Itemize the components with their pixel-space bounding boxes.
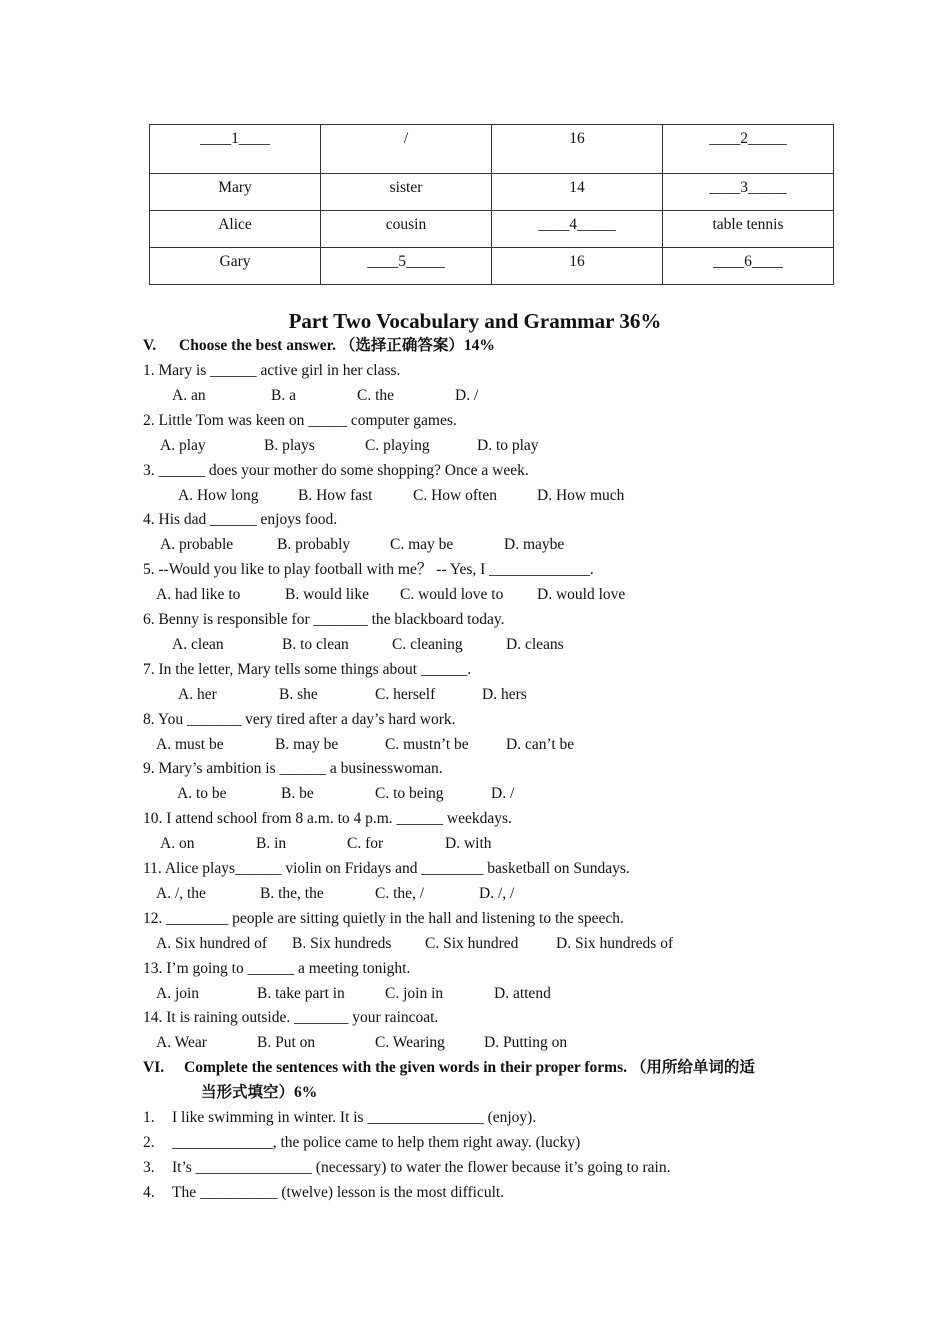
table-row — [150, 125, 834, 174]
answer-option: B. to clean — [282, 635, 349, 653]
part-title: Part Two Vocabulary and Grammar 36% — [288, 309, 662, 333]
answer-option: C. would love to — [400, 586, 504, 604]
answer-option: A. clean — [172, 635, 224, 653]
answer-option: B. she — [279, 685, 318, 703]
answer-option: D. to play — [477, 436, 539, 454]
question-text: 11. Alice plays______ violin on Fridays and ________ basketball on Sundays. — [143, 860, 630, 877]
answer-option: C. herself — [375, 685, 436, 703]
answer-option: B. Six hundreds — [292, 934, 392, 952]
section-number: VI. — [143, 1059, 165, 1076]
answer-option: A. an — [172, 386, 206, 404]
answer-option: D. cleans — [506, 635, 564, 653]
answer-option: D. How much — [537, 486, 625, 504]
answer-option: B. would like — [285, 586, 369, 604]
answer-option: A. How long — [178, 486, 259, 504]
answer-option: A. Wear — [156, 1034, 207, 1052]
answer-option: D. hers — [482, 685, 527, 703]
question-text: 4. His dad ______ enjoys food. — [143, 511, 338, 529]
table-cell: cousin — [321, 211, 492, 248]
table-row — [150, 248, 834, 285]
question-text: 9. Mary’s ambition is ______ a businesswoman. — [143, 760, 443, 778]
answer-option: C. to being — [375, 785, 444, 803]
table-cell: Gary — [150, 248, 321, 285]
answer-option: A. had like to — [156, 586, 241, 604]
table-cell: ____1____ — [150, 125, 321, 174]
table-row — [150, 174, 834, 211]
answer-option: B. Put on — [257, 1034, 316, 1052]
question-text: 8. You _______ very tired after a day’s hard work. — [143, 710, 456, 728]
section-instruction: Choose the best answer. （选择正确答案）14% — [179, 337, 495, 354]
answer-option: B. How fast — [298, 486, 373, 504]
table-cell: sister — [321, 174, 492, 211]
answer-option: A. join — [156, 984, 200, 1002]
question-text: 5. --Would you like to play football with me？ -- Yes, I _____________. — [143, 561, 594, 579]
question-text: 13. I’m going to ______ a meeting tonight. — [143, 959, 411, 977]
question-text: 1. Mary is ______ active girl in her class. — [143, 362, 401, 379]
table-cell: 14 — [492, 174, 663, 211]
answer-option: B. plays — [264, 436, 315, 454]
table-cell: ____6____ — [663, 248, 834, 285]
answer-option: C. Wearing — [375, 1034, 445, 1052]
answer-option: C. the, / — [375, 884, 425, 902]
item-number: 2. — [143, 1134, 155, 1151]
table-cell: / — [321, 125, 492, 174]
answer-option: D. Six hundreds of — [556, 934, 674, 952]
answer-option: D. Putting on — [484, 1034, 568, 1052]
answer-option: C. the — [357, 386, 395, 404]
answer-option: B. a — [271, 386, 296, 404]
answer-option: B. be — [281, 785, 314, 803]
table-cell: table tennis — [663, 211, 834, 248]
question-text: 7. In the letter, Mary tells some things about ______. — [143, 660, 472, 678]
answer-option: D. / — [491, 785, 515, 803]
table-cell: ____5_____ — [321, 248, 492, 285]
answer-option: A. must be — [156, 735, 224, 753]
section-number: V. — [143, 337, 157, 354]
info-table — [149, 124, 834, 285]
item-number: 1. — [143, 1109, 155, 1126]
answer-option: D. attend — [494, 984, 551, 1002]
answer-option: A. Six hundred of — [156, 934, 268, 952]
answer-option: C. How often — [413, 486, 497, 504]
table-cell: Alice — [150, 211, 321, 248]
table-cell: ____3_____ — [663, 174, 834, 211]
table-cell: 16 — [492, 248, 663, 285]
answer-option: C. may be — [390, 536, 454, 554]
answer-option: C. for — [347, 835, 384, 853]
table-cell: ____2_____ — [663, 125, 834, 174]
answer-option: D. can’t be — [506, 735, 575, 753]
answer-option: C. cleaning — [392, 635, 463, 653]
section-instruction: Complete the sentences with the given words in their proper forms. （用所给单词的适 — [184, 1059, 755, 1076]
answer-option: B. take part in — [257, 984, 345, 1002]
answer-option: B. the, the — [260, 884, 324, 902]
question-text: 14. It is raining outside. _______ your raincoat. — [143, 1009, 439, 1027]
answer-option: A. her — [178, 685, 217, 703]
table-row — [150, 211, 834, 248]
answer-option: D. / — [455, 386, 479, 404]
answer-option: A. /, the — [156, 884, 206, 902]
question-text: 6. Benny is responsible for _______ the blackboard today. — [143, 611, 505, 628]
table-cell: Mary — [150, 174, 321, 211]
answer-option: C. mustn’t be — [385, 735, 469, 753]
answer-option: A. to be — [177, 785, 227, 803]
answer-option: D. would love — [537, 586, 626, 604]
answer-option: B. may be — [275, 735, 339, 753]
answer-option: C. Six hundred — [425, 934, 519, 952]
item-text: I like swimming in winter. It is _______________ (enjoy). — [172, 1109, 537, 1126]
table-cell: ____4_____ — [492, 211, 663, 248]
question-text: 3. ______ does your mother do some shopping? Once a week. — [143, 461, 529, 479]
item-text: _____________, the police came to help them right away. (lucky) — [172, 1134, 581, 1151]
answer-option: A. on — [160, 835, 195, 853]
answer-option: A. probable — [160, 536, 234, 554]
item-text: It’s _______________ (necessary) to water the flower because it’s going to rain. — [172, 1159, 671, 1176]
table-cell: 16 — [492, 125, 663, 174]
item-number: 3. — [143, 1159, 155, 1176]
question-text: 2. Little Tom was keen on _____ computer games. — [143, 411, 457, 429]
answer-option: C. join in — [385, 984, 444, 1002]
answer-option: A. play — [160, 436, 206, 454]
answer-option: D. maybe — [504, 536, 565, 554]
answer-option: D. with — [445, 835, 492, 853]
question-text: 12. ________ people are sitting quietly in the hall and listening to the speech. — [143, 909, 624, 927]
answer-option: B. in — [256, 835, 287, 853]
question-text: 10. I attend school from 8 a.m. to 4 p.m. ______ weekdays. — [143, 810, 512, 828]
section-instruction-continued: 当形式填空）6% — [201, 1084, 318, 1101]
answer-option: D. /, / — [479, 884, 515, 902]
answer-option: C. playing — [365, 436, 430, 454]
item-number: 4. — [143, 1184, 155, 1201]
answer-option: B. probably — [277, 536, 351, 554]
item-text: The __________ (twelve) lesson is the most difficult. — [172, 1184, 505, 1201]
